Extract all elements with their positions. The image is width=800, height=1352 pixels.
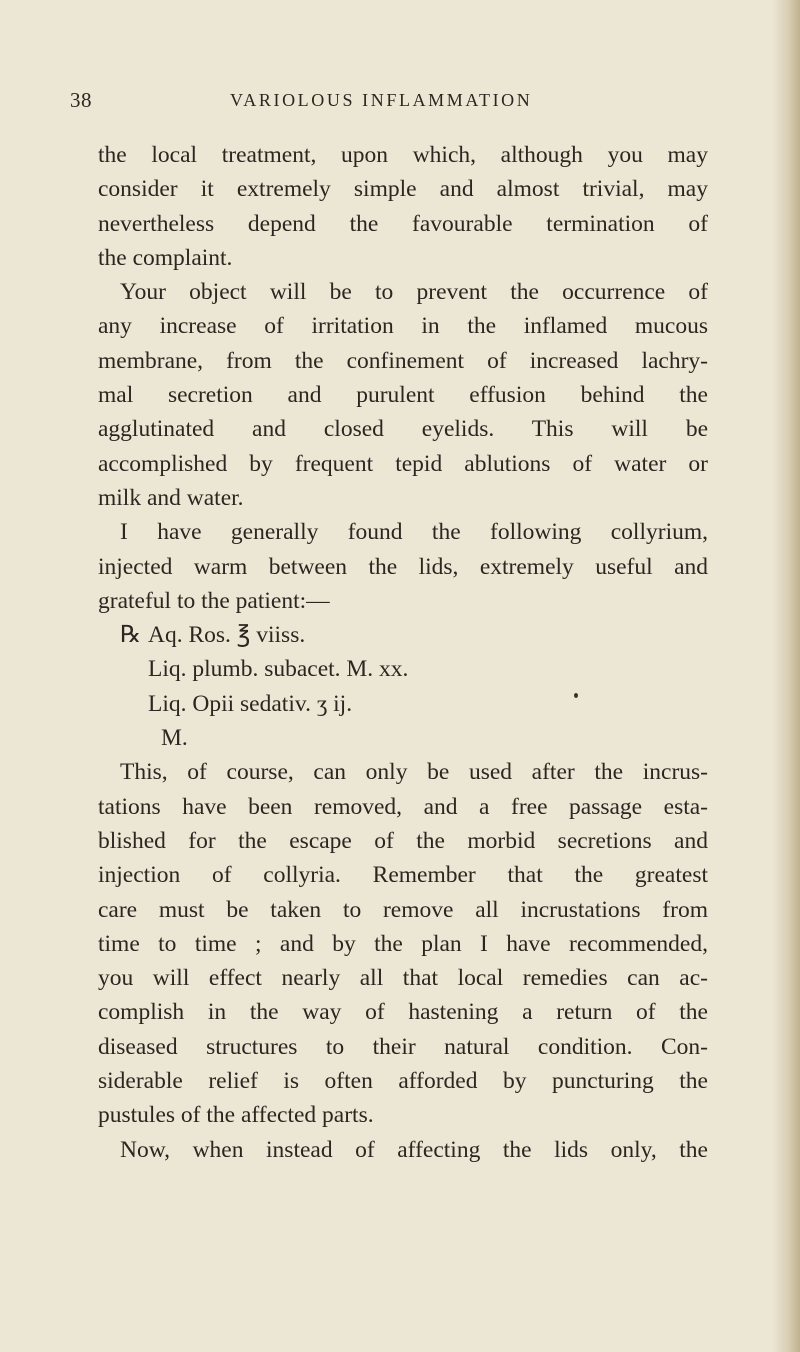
text-line: any increase of irritation in the inflamed mucous [98, 313, 708, 340]
prescription-line [98, 618, 708, 652]
text-line: agglutinated and closed eyelids. This will be [98, 416, 708, 443]
text-line: consider it extremely simple and almost trivial, may [98, 176, 708, 203]
text-line: blished for the escape of the morbid secretions and [98, 827, 708, 854]
text-line: pustules of the affected parts. [98, 1102, 374, 1129]
text-line: time to time ; and by the plan I have recommended, [98, 930, 708, 957]
text-line: care must be taken to remove all incrustations from [98, 896, 708, 923]
text-line: This, of course, can only be used after the incrus- [120, 759, 708, 786]
text-line: grateful to the patient:— [98, 587, 330, 614]
page-edge-shadow [772, 0, 800, 1352]
text-line: I have generally found the following collyrium, [120, 519, 708, 546]
text-line: complish in the way of hastening a return of the [98, 999, 708, 1026]
text-line: diseased structures to their natural condition. Con- [98, 1033, 708, 1060]
prescription-item: Aq. Ros. ℥ viiss. [148, 622, 306, 649]
text-line: accomplished by frequent tepid ablutions of water or [98, 450, 708, 477]
text-line: Your object will be to prevent the occurrence of [120, 279, 708, 306]
text-line: membrane, from the confinement of increased lachry- [98, 347, 708, 374]
text-line: siderable relief is often afforded by puncturing the [98, 1068, 708, 1095]
prescription-item: Liq. Opii sedativ. ʒ ij. [148, 690, 353, 717]
text-line: you will effect nearly all that local remedies can ac- [98, 965, 708, 992]
text-line: the local treatment, upon which, although you may [98, 142, 708, 168]
text-line: the complaint. [98, 244, 233, 271]
text-line: tations have been removed, and a free passage esta- [98, 793, 708, 820]
text-line: nevertheless depend the favourable termination of [98, 210, 708, 237]
page-number: 38 [70, 88, 92, 112]
running-head [70, 88, 750, 118]
text-line: Now, when instead of affecting the lids only, the [120, 1136, 708, 1163]
text-line: injected warm between the lids, extremely useful and [98, 553, 708, 580]
recipe-symbol: ℞ [120, 622, 142, 649]
text-line: milk and water. [98, 484, 244, 511]
text-line: mal secretion and purulent effusion behind the [98, 382, 708, 409]
body-text [98, 138, 708, 1167]
text-line: injection of collyria. Remember that the greatest [98, 862, 708, 889]
ink-speck [574, 693, 578, 698]
prescription-item: Liq. plumb. subacet. M. xx. [148, 656, 409, 683]
running-title: VARIOLOUS INFLAMMATION [230, 90, 533, 110]
prescription-misce: M. [161, 725, 188, 752]
